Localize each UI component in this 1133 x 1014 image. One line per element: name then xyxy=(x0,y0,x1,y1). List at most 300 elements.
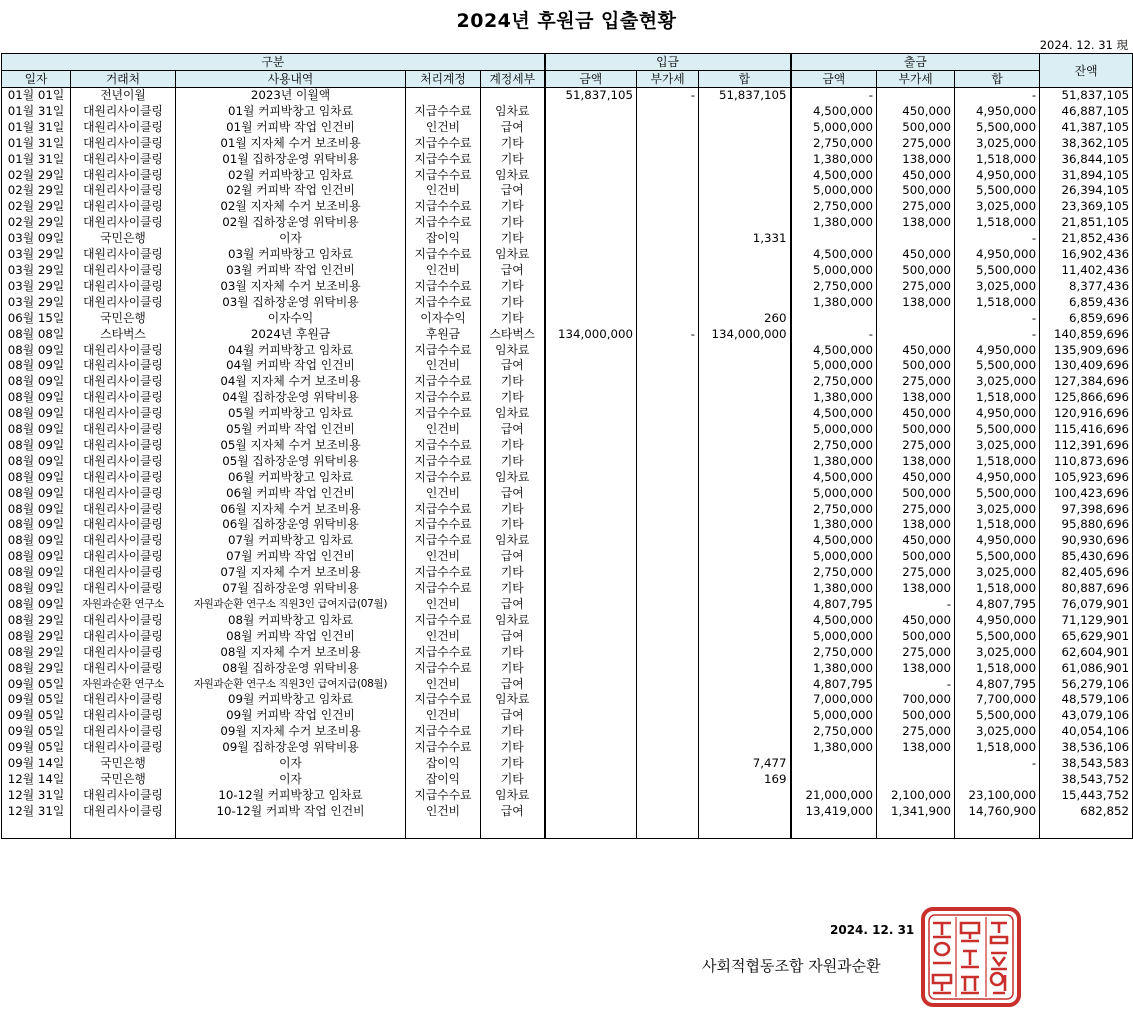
cell-in-sum xyxy=(699,422,791,438)
cell-account: 후원금 xyxy=(406,327,481,343)
cell-out-amount: 1,380,000 xyxy=(791,295,877,311)
table-row xyxy=(2,724,1133,740)
cell-balance: 48,579,106 xyxy=(1040,692,1133,708)
cell-in-amount xyxy=(545,613,637,629)
cell-balance: 100,423,696 xyxy=(1040,486,1133,502)
cell-out-sum: 1,518,000 xyxy=(955,454,1040,470)
cell-out-sum: 7,700,000 xyxy=(955,692,1040,708)
cell-out-vat: 275,000 xyxy=(877,565,955,581)
cell-in-sum xyxy=(699,613,791,629)
cell-out-amount: 2,750,000 xyxy=(791,374,877,390)
cell-usage: 08월 커피박 작업 인건비 xyxy=(176,629,406,645)
cell-vendor: 스타벅스 xyxy=(71,327,176,343)
cell-account xyxy=(406,820,481,839)
cell-account-detail: 기타 xyxy=(481,438,545,454)
cell-out-sum: 4,950,000 xyxy=(955,168,1040,184)
cell-out-amount: 2,750,000 xyxy=(791,136,877,152)
cell-balance: 38,362,105 xyxy=(1040,136,1133,152)
cell-in-sum xyxy=(699,549,791,565)
cell-in-sum xyxy=(699,152,791,168)
cell-out-amount: 2,750,000 xyxy=(791,502,877,518)
header-group-category: 구분 xyxy=(2,54,545,71)
cell-usage: 03월 커피박 작업 인건비 xyxy=(176,263,406,279)
cell-in-amount xyxy=(545,215,637,231)
cell-in-vat xyxy=(637,438,699,454)
cell-in-amount xyxy=(545,597,637,613)
cell-out-vat xyxy=(877,772,955,788)
cell-out-amount: 4,500,000 xyxy=(791,533,877,549)
header-account-detail: 계정세부 xyxy=(481,71,545,88)
cell-usage: 05월 커피박창고 임차료 xyxy=(176,406,406,422)
cell-in-amount xyxy=(545,183,637,199)
cell-in-sum xyxy=(699,804,791,820)
cell-out-sum: 5,500,000 xyxy=(955,549,1040,565)
cell-account-detail: 기타 xyxy=(481,740,545,756)
cell-out-sum: - xyxy=(955,88,1040,104)
cell-out-sum: 4,950,000 xyxy=(955,470,1040,486)
cell-in-sum xyxy=(699,295,791,311)
cell-in-vat xyxy=(637,295,699,311)
cell-balance: 95,880,696 xyxy=(1040,517,1133,533)
table-row xyxy=(2,613,1133,629)
cell-vendor: 대원리사이클링 xyxy=(71,295,176,311)
table-row xyxy=(2,358,1133,374)
cell-date: 03월 29일 xyxy=(2,247,71,263)
cell-usage: 02월 커피박 작업 인건비 xyxy=(176,183,406,199)
cell-out-vat: - xyxy=(877,597,955,613)
cell-in-sum: 169 xyxy=(699,772,791,788)
cell-balance: 110,873,696 xyxy=(1040,454,1133,470)
cell-account-detail xyxy=(481,88,545,104)
cell-date: 08월 09일 xyxy=(2,486,71,502)
cell-in-amount xyxy=(545,772,637,788)
cell-in-vat: - xyxy=(637,88,699,104)
cell-vendor: 대원리사이클링 xyxy=(71,136,176,152)
cell-out-amount xyxy=(791,231,877,247)
cell-vendor: 대원리사이클링 xyxy=(71,581,176,597)
cell-out-amount: 13,419,000 xyxy=(791,804,877,820)
cell-vendor: 대원리사이클링 xyxy=(71,454,176,470)
cell-out-sum: 3,025,000 xyxy=(955,645,1040,661)
cell-account-detail: 급여 xyxy=(481,120,545,136)
cell-out-amount: - xyxy=(791,88,877,104)
cell-out-amount: 5,000,000 xyxy=(791,629,877,645)
table-row xyxy=(2,183,1133,199)
cell-out-amount: - xyxy=(791,327,877,343)
cell-account-detail: 임차료 xyxy=(481,692,545,708)
cell-in-vat xyxy=(637,168,699,184)
cell-out-amount xyxy=(791,311,877,327)
cell-date: 03월 29일 xyxy=(2,263,71,279)
cell-out-vat xyxy=(877,756,955,772)
cell-out-amount: 4,500,000 xyxy=(791,168,877,184)
cell-out-sum: 5,500,000 xyxy=(955,120,1040,136)
cell-account-detail: 기타 xyxy=(481,565,545,581)
cell-vendor: 대원리사이클링 xyxy=(71,724,176,740)
cell-usage: 09월 지자체 수거 보조비용 xyxy=(176,724,406,740)
footer-organization: 사회적협동조합 자원과순환 xyxy=(702,957,881,975)
cell-account: 지급수수료 xyxy=(406,168,481,184)
cell-out-sum xyxy=(955,820,1040,839)
cell-in-amount xyxy=(545,677,637,693)
cell-out-vat: 450,000 xyxy=(877,168,955,184)
cell-vendor: 대원리사이클링 xyxy=(71,740,176,756)
cell-out-sum: 23,100,000 xyxy=(955,788,1040,804)
cell-in-vat xyxy=(637,215,699,231)
cell-out-amount: 4,500,000 xyxy=(791,247,877,263)
cell-account: 인건비 xyxy=(406,120,481,136)
cell-account: 지급수수료 xyxy=(406,724,481,740)
cell-in-vat xyxy=(637,279,699,295)
cell-usage: 06월 커피박 작업 인건비 xyxy=(176,486,406,502)
table-row xyxy=(2,327,1133,343)
cell-in-vat xyxy=(637,613,699,629)
cell-account: 지급수수료 xyxy=(406,661,481,677)
cell-out-sum: 3,025,000 xyxy=(955,279,1040,295)
cell-balance: 21,852,436 xyxy=(1040,231,1133,247)
cell-account-detail: 스타벅스 xyxy=(481,327,545,343)
table-row xyxy=(2,231,1133,247)
cell-account-detail: 급여 xyxy=(481,422,545,438)
cell-in-sum xyxy=(699,708,791,724)
cell-in-sum xyxy=(699,136,791,152)
footer-date: 2024. 12. 31 xyxy=(830,923,915,937)
cell-in-vat xyxy=(637,152,699,168)
as-of-date: 2024. 12. 31 現 xyxy=(1039,38,1128,52)
cell-usage: 자원과순환 연구소 직원3인 급여지급(08월) xyxy=(176,677,406,693)
cell-out-sum: 3,025,000 xyxy=(955,199,1040,215)
header-balance: 잔액 xyxy=(1040,54,1133,88)
cell-out-vat: 450,000 xyxy=(877,104,955,120)
cell-out-sum xyxy=(955,772,1040,788)
cell-date: 08월 09일 xyxy=(2,533,71,549)
cell-balance: 15,443,752 xyxy=(1040,788,1133,804)
cell-account: 지급수수료 xyxy=(406,454,481,470)
cell-vendor xyxy=(71,820,176,839)
cell-in-sum xyxy=(699,581,791,597)
cell-usage: 2023년 이월액 xyxy=(176,88,406,104)
cell-out-amount: 5,000,000 xyxy=(791,708,877,724)
cell-account-detail: 임차료 xyxy=(481,788,545,804)
cell-balance: 16,902,436 xyxy=(1040,247,1133,263)
cell-usage: 03월 커피박창고 임차료 xyxy=(176,247,406,263)
cell-out-vat: 500,000 xyxy=(877,422,955,438)
cell-out-vat: 275,000 xyxy=(877,645,955,661)
cell-date: 08월 09일 xyxy=(2,565,71,581)
cell-balance: 38,543,752 xyxy=(1040,772,1133,788)
cell-balance: 31,894,105 xyxy=(1040,168,1133,184)
table-row xyxy=(2,708,1133,724)
cell-account: 지급수수료 xyxy=(406,406,481,422)
cell-in-amount xyxy=(545,136,637,152)
cell-usage: 04월 커피박 작업 인건비 xyxy=(176,358,406,374)
cell-in-vat xyxy=(637,199,699,215)
cell-in-amount xyxy=(545,629,637,645)
cell-in-vat xyxy=(637,470,699,486)
cell-out-amount: 1,380,000 xyxy=(791,740,877,756)
cell-in-vat xyxy=(637,788,699,804)
cell-account: 잡이익 xyxy=(406,756,481,772)
cell-usage: 05월 커피박 작업 인건비 xyxy=(176,422,406,438)
header-account: 처리계정 xyxy=(406,71,481,88)
cell-in-vat xyxy=(637,677,699,693)
cell-date: 09월 14일 xyxy=(2,756,71,772)
cell-account-detail: 기타 xyxy=(481,231,545,247)
cell-account-detail: 급여 xyxy=(481,183,545,199)
cell-account: 지급수수료 xyxy=(406,788,481,804)
cell-usage: 02월 집하장운영 위탁비용 xyxy=(176,215,406,231)
cell-usage: 06월 집하장운영 위탁비용 xyxy=(176,517,406,533)
cell-out-sum: 3,025,000 xyxy=(955,136,1040,152)
cell-in-amount xyxy=(545,168,637,184)
cell-balance: 56,279,106 xyxy=(1040,677,1133,693)
cell-out-amount: 4,500,000 xyxy=(791,470,877,486)
cell-out-sum: 14,760,900 xyxy=(955,804,1040,820)
cell-account: 지급수수료 xyxy=(406,517,481,533)
cell-out-vat: 275,000 xyxy=(877,279,955,295)
cell-in-sum xyxy=(699,183,791,199)
cell-out-vat: 500,000 xyxy=(877,708,955,724)
cell-account: 인건비 xyxy=(406,629,481,645)
cell-account-detail: 급여 xyxy=(481,549,545,565)
cell-out-sum: 4,950,000 xyxy=(955,104,1040,120)
cell-out-amount: 4,807,795 xyxy=(791,597,877,613)
cell-vendor: 대원리사이클링 xyxy=(71,565,176,581)
cell-date: 09월 05일 xyxy=(2,724,71,740)
cell-out-amount: 5,000,000 xyxy=(791,486,877,502)
cell-out-amount xyxy=(791,756,877,772)
cell-balance: 38,536,106 xyxy=(1040,740,1133,756)
cell-date: 08월 09일 xyxy=(2,374,71,390)
table-row xyxy=(2,263,1133,279)
table-row xyxy=(2,804,1133,820)
cell-in-sum xyxy=(699,820,791,839)
cell-in-vat xyxy=(637,756,699,772)
cell-out-amount: 2,750,000 xyxy=(791,279,877,295)
cell-vendor: 대원리사이클링 xyxy=(71,502,176,518)
cell-date: 02월 29일 xyxy=(2,168,71,184)
cell-in-amount xyxy=(545,438,637,454)
cell-balance: 135,909,696 xyxy=(1040,343,1133,359)
cell-out-amount: 4,500,000 xyxy=(791,343,877,359)
cell-date xyxy=(2,820,71,839)
cell-in-amount xyxy=(545,104,637,120)
cell-out-sum: 1,518,000 xyxy=(955,215,1040,231)
cell-out-sum: 4,950,000 xyxy=(955,613,1040,629)
cell-usage: 10-12월 커피박 작업 인건비 xyxy=(176,804,406,820)
cell-in-vat xyxy=(637,692,699,708)
cell-account-detail: 기타 xyxy=(481,295,545,311)
cell-account: 지급수수료 xyxy=(406,390,481,406)
cell-out-amount: 1,380,000 xyxy=(791,454,877,470)
cell-in-vat xyxy=(637,263,699,279)
cell-balance: 8,377,436 xyxy=(1040,279,1133,295)
cell-account-detail: 기타 xyxy=(481,152,545,168)
cell-in-amount xyxy=(545,422,637,438)
table-row xyxy=(2,549,1133,565)
table-row xyxy=(2,629,1133,645)
table-row xyxy=(2,565,1133,581)
table-row xyxy=(2,406,1133,422)
cell-balance: 120,916,696 xyxy=(1040,406,1133,422)
table-row xyxy=(2,390,1133,406)
table-row xyxy=(2,311,1133,327)
cell-out-sum: 3,025,000 xyxy=(955,502,1040,518)
cell-out-vat: 275,000 xyxy=(877,502,955,518)
cell-in-vat xyxy=(637,533,699,549)
cell-vendor: 국민은행 xyxy=(71,311,176,327)
cell-usage: 09월 커피박창고 임차료 xyxy=(176,692,406,708)
cell-balance: 23,369,105 xyxy=(1040,199,1133,215)
cell-account: 이자수익 xyxy=(406,311,481,327)
cell-usage: 08월 지자체 수거 보조비용 xyxy=(176,645,406,661)
cell-date: 02월 29일 xyxy=(2,183,71,199)
cell-in-amount xyxy=(545,565,637,581)
cell-vendor: 대원리사이클링 xyxy=(71,215,176,231)
cell-out-amount: 2,750,000 xyxy=(791,565,877,581)
cell-date: 08월 29일 xyxy=(2,661,71,677)
cell-in-vat xyxy=(637,343,699,359)
cell-out-sum: 1,518,000 xyxy=(955,390,1040,406)
cell-date: 08월 08일 xyxy=(2,327,71,343)
cell-vendor: 대원리사이클링 xyxy=(71,183,176,199)
cell-vendor: 대원리사이클링 xyxy=(71,247,176,263)
cell-balance: 71,129,901 xyxy=(1040,613,1133,629)
cell-out-sum: 4,950,000 xyxy=(955,247,1040,263)
cell-out-vat: 500,000 xyxy=(877,358,955,374)
cell-vendor: 자원과순환 연구소 xyxy=(71,677,176,693)
cell-in-sum xyxy=(699,120,791,136)
cell-out-sum: 5,500,000 xyxy=(955,263,1040,279)
cell-account: 지급수수료 xyxy=(406,565,481,581)
cell-account: 지급수수료 xyxy=(406,502,481,518)
cell-out-vat: 700,000 xyxy=(877,692,955,708)
cell-out-vat: 275,000 xyxy=(877,374,955,390)
cell-out-vat: 500,000 xyxy=(877,263,955,279)
cell-balance: 82,405,696 xyxy=(1040,565,1133,581)
cell-in-amount xyxy=(545,152,637,168)
cell-date: 08월 09일 xyxy=(2,470,71,486)
cell-out-vat: 1,341,900 xyxy=(877,804,955,820)
cell-out-sum: - xyxy=(955,231,1040,247)
cell-in-vat xyxy=(637,724,699,740)
cell-vendor: 대원리사이클링 xyxy=(71,152,176,168)
cell-balance: 6,859,436 xyxy=(1040,295,1133,311)
cell-usage: 08월 커피박창고 임차료 xyxy=(176,613,406,629)
table-row xyxy=(2,581,1133,597)
cell-in-amount xyxy=(545,358,637,374)
cell-out-vat: 138,000 xyxy=(877,661,955,677)
cell-out-amount: 1,380,000 xyxy=(791,215,877,231)
cell-out-amount: 5,000,000 xyxy=(791,120,877,136)
cell-balance: 90,930,696 xyxy=(1040,533,1133,549)
cell-usage: 01월 지자체 수거 보조비용 xyxy=(176,136,406,152)
ledger-table xyxy=(1,53,1133,839)
cell-out-sum: 4,807,795 xyxy=(955,597,1040,613)
cell-in-sum xyxy=(699,279,791,295)
cell-out-amount: 7,000,000 xyxy=(791,692,877,708)
cell-in-vat xyxy=(637,374,699,390)
cell-in-vat xyxy=(637,517,699,533)
header-out-amount: 금액 xyxy=(791,71,877,88)
cell-account-detail: 급여 xyxy=(481,263,545,279)
cell-out-vat: 138,000 xyxy=(877,295,955,311)
cell-account-detail xyxy=(481,820,545,839)
cell-out-amount: 1,380,000 xyxy=(791,152,877,168)
cell-in-sum xyxy=(699,533,791,549)
cell-in-sum xyxy=(699,438,791,454)
cell-usage: 02월 커피박창고 임차료 xyxy=(176,168,406,184)
cell-account: 지급수수료 xyxy=(406,692,481,708)
cell-vendor: 대원리사이클링 xyxy=(71,168,176,184)
table-row xyxy=(2,677,1133,693)
cell-date: 06월 15일 xyxy=(2,311,71,327)
cell-balance: 130,409,696 xyxy=(1040,358,1133,374)
cell-vendor: 대원리사이클링 xyxy=(71,708,176,724)
cell-balance: 51,837,105 xyxy=(1040,88,1133,104)
cell-balance: 125,866,696 xyxy=(1040,390,1133,406)
cell-in-vat xyxy=(637,311,699,327)
cell-in-sum xyxy=(699,104,791,120)
cell-usage: 03월 지자체 수거 보조비용 xyxy=(176,279,406,295)
cell-out-sum: 1,518,000 xyxy=(955,295,1040,311)
header-date: 일자 xyxy=(2,71,71,88)
cell-out-vat xyxy=(877,327,955,343)
cell-usage: 10-12월 커피박창고 임차료 xyxy=(176,788,406,804)
cell-account-detail: 임차료 xyxy=(481,343,545,359)
cell-out-sum: 5,500,000 xyxy=(955,486,1040,502)
cell-account-detail: 기타 xyxy=(481,756,545,772)
cell-in-amount xyxy=(545,533,637,549)
cell-out-amount: 21,000,000 xyxy=(791,788,877,804)
cell-out-sum: 5,500,000 xyxy=(955,708,1040,724)
cell-usage: 09월 집하장운영 위탁비용 xyxy=(176,740,406,756)
table-row xyxy=(2,645,1133,661)
cell-in-sum xyxy=(699,788,791,804)
cell-vendor: 대원리사이클링 xyxy=(71,517,176,533)
cell-date: 08월 09일 xyxy=(2,517,71,533)
cell-in-sum xyxy=(699,390,791,406)
cell-usage: 04월 지자체 수거 보조비용 xyxy=(176,374,406,390)
cell-in-vat xyxy=(637,136,699,152)
cell-out-vat xyxy=(877,231,955,247)
cell-balance: 41,387,105 xyxy=(1040,120,1133,136)
page-title: 2024년 후원금 입출현황 xyxy=(456,10,677,32)
cell-account-detail: 기타 xyxy=(481,517,545,533)
cell-out-vat: 138,000 xyxy=(877,740,955,756)
cell-account: 인건비 xyxy=(406,549,481,565)
cell-date: 08월 09일 xyxy=(2,549,71,565)
cell-balance: 46,887,105 xyxy=(1040,104,1133,120)
cell-vendor: 대원리사이클링 xyxy=(71,104,176,120)
cell-account-detail: 기타 xyxy=(481,199,545,215)
cell-out-amount: 5,000,000 xyxy=(791,263,877,279)
cell-account-detail: 임차료 xyxy=(481,104,545,120)
cell-usage: 이자수익 xyxy=(176,311,406,327)
cell-out-sum: - xyxy=(955,756,1040,772)
cell-in-amount: 134,000,000 xyxy=(545,327,637,343)
cell-account-detail: 임차료 xyxy=(481,247,545,263)
cell-vendor: 국민은행 xyxy=(71,231,176,247)
cell-account-detail: 급여 xyxy=(481,629,545,645)
cell-balance: 115,416,696 xyxy=(1040,422,1133,438)
cell-in-vat xyxy=(637,183,699,199)
cell-out-amount: 2,750,000 xyxy=(791,724,877,740)
cell-in-vat xyxy=(637,358,699,374)
cell-in-amount xyxy=(545,549,637,565)
cell-in-sum xyxy=(699,629,791,645)
table-row xyxy=(2,517,1133,533)
